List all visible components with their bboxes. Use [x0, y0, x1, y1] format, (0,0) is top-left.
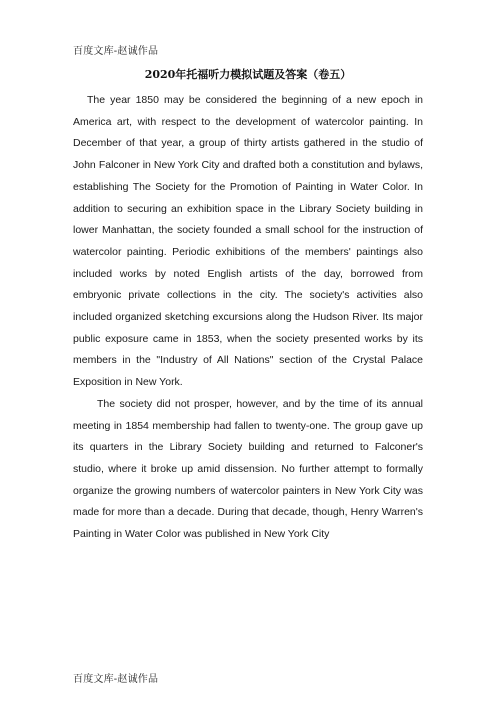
page-footer-label: 百度文库-赵诚作品 [73, 674, 159, 685]
paragraph-1: The year 1850 may be considered the beginning of a new epoch in America art, with respect to the development of watercolor painting. In December of that year, a group of thirty artists gathered in the studio of John Falconer in New York City and drafted both a constitution and bylaws, establishing The Society for the Promotion of Painting in Water Color. In addition to securing an exhibition space in the Library Society building in lower Manhattan, the society founded a small school for the instruction of watercolor painting. Periodic exhibitions of the members' paintings also included works by noted English artists of the day, borrowed from embryonic private collections in the city. The society's activities also included organized sketching excursions along the Hudson River. Its major public exposure came in 1853, when the society presented works by its members in the "Industry of All Nations" section of the Crystal Palace Exposition in New York. [73, 94, 423, 389]
paragraph-2: The society did not prosper, however, and by the time of its annual meeting in 1854 membership had fallen to twenty-one. The group gave up its quarters in the Library Society building and returned to Falconer's studio, where it broke up amid dissension. No further attempt to formally organize the growing numbers of watercolor painters in New York City was made for more than a decade. During that decade, though, Henry Warren's Painting in Water Color was published in New York City [73, 397, 423, 541]
document-body [73, 90, 423, 546]
document-title: 2020年托福听力模拟试题及答案（卷五） [144, 68, 352, 81]
page-header-label: 百度文库-赵诚作品 [73, 46, 159, 57]
